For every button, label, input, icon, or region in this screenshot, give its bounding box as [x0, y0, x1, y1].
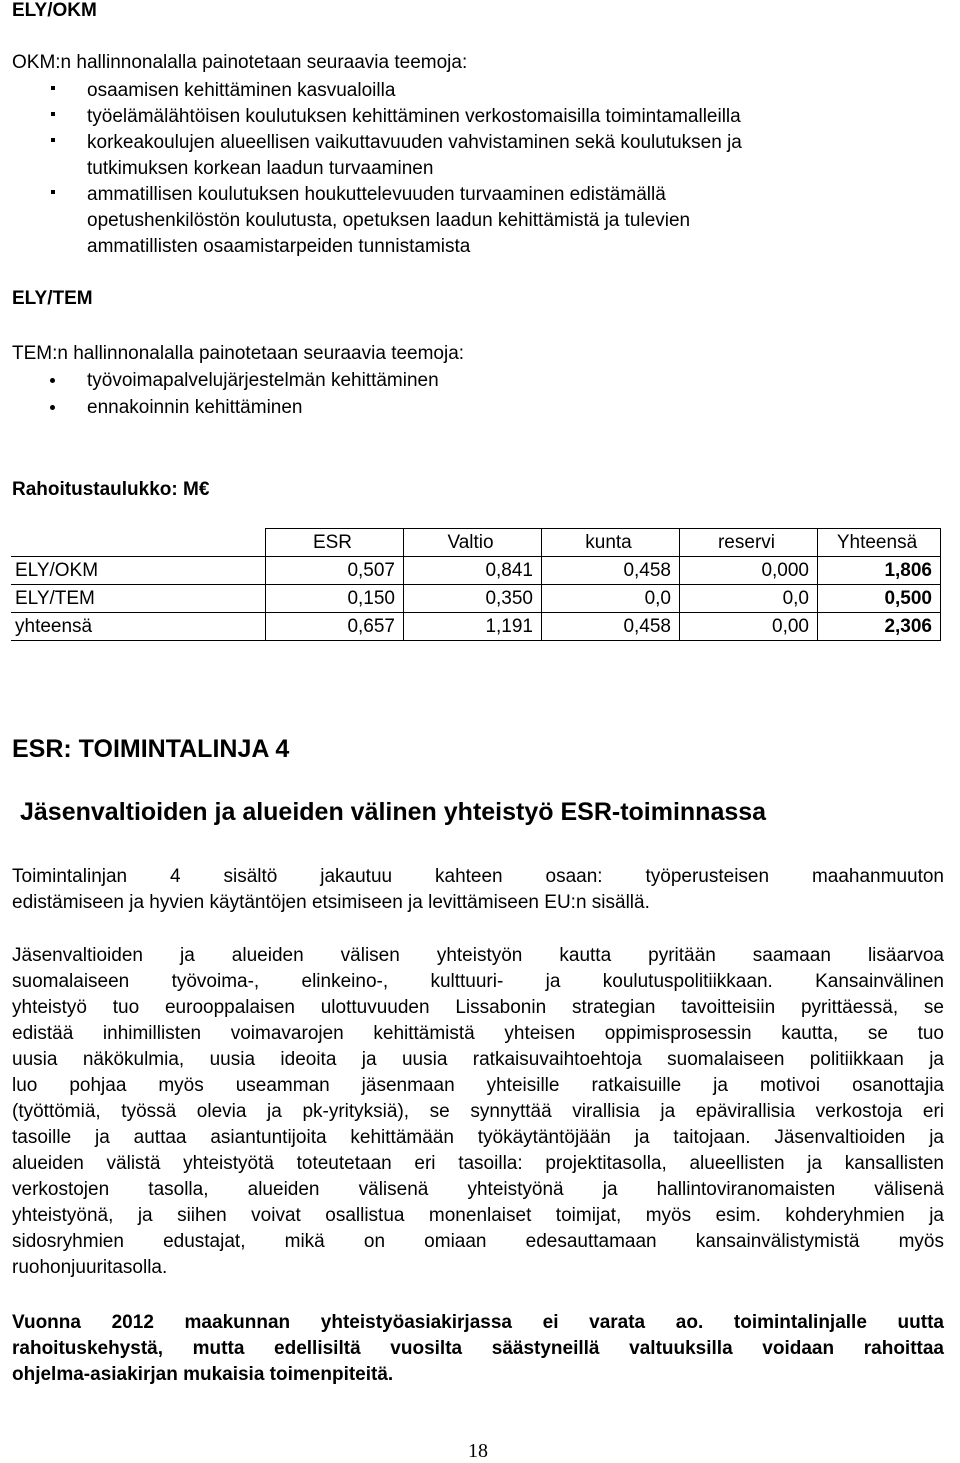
row-label: ELY/OKM: [11, 557, 266, 585]
okm-item: työelämälähtöisen koulutuksen kehittäminen verkostomaisilla toimintamalleilla: [87, 106, 741, 127]
table-cell: 0,350: [404, 585, 542, 613]
table-cell: 0,458: [542, 557, 680, 585]
bullet-icon: [51, 112, 55, 116]
column-header: kunta: [542, 529, 680, 557]
row-label: yhteensä: [11, 613, 266, 641]
okm-heading: ELY/OKM: [12, 0, 97, 21]
esr-paragraph-3: [12, 1310, 944, 1388]
table-cell: 0,0: [542, 585, 680, 613]
table-cell: 0,000: [680, 557, 818, 585]
table-header-row: [11, 529, 941, 557]
paragraph-line: sidosryhmien edustajat, mikä on omiaan edesauttamaan kansainvälistymistä myös: [12, 1231, 944, 1252]
tem-heading: ELY/TEM: [12, 288, 93, 309]
okm-item: osaamisen kehittäminen kasvualoilla: [87, 80, 396, 101]
esr-subheading: Jäsenvaltioiden ja alueiden välinen yhteistyö ESR-toiminnassa: [20, 798, 767, 826]
okm-item: opetushenkilöstön koulutusta, opetuksen laadun kehittämistä ja tulevien: [87, 210, 691, 231]
table-cell: 0,150: [266, 585, 404, 613]
okm-item: ammatillisen koulutuksen houkuttelevuuden turvaaminen edistämällä: [87, 184, 666, 205]
table-row: [11, 585, 941, 613]
paragraph-line: ohjelma-asiakirjan mukaisia toimenpiteitä.: [12, 1364, 394, 1385]
table-cell: 1,191: [404, 613, 542, 641]
paragraph-line: luo pohjaa myös useamman jäsenmaan yhteisille ratkaisuille ja motivoi osanottajia: [12, 1075, 944, 1096]
paragraph-line: Vuonna 2012 maakunnan yhteistyöasiakirjassa ei varata ao. toimintalinjalle uutta: [12, 1312, 944, 1333]
paragraph-line: alueiden välistä yhteistyötä toteutetaan eri tasoilla: projektitasolla, alueellisten ja kansallisten: [12, 1153, 944, 1174]
table-cell: 0,00: [680, 613, 818, 641]
bullet-icon: [51, 86, 55, 90]
table-cell: 0,458: [542, 613, 680, 641]
bullet-icon: [50, 405, 55, 410]
table-cell: 0,507: [266, 557, 404, 585]
table-total-cell: 0,500: [818, 585, 941, 613]
bullet-icon: [50, 378, 55, 383]
tem-item: työvoimapalvelujärjestelmän kehittäminen: [87, 370, 439, 391]
paragraph-line: verkostojen tasolla, alueiden välisenä yhteistyönä ja hallintoviranomaisten välisenä: [12, 1179, 944, 1200]
paragraph-line: Toimintalinjan 4 sisältö jakautuu kahteen osaan: työperusteisen maahanmuuton: [12, 866, 944, 887]
table-total-cell: 2,306: [818, 613, 941, 641]
okm-item: korkeakoulujen alueellisen vaikuttavuuden vahvistaminen sekä koulutuksen ja: [87, 132, 742, 153]
page-number: 18: [468, 1440, 488, 1462]
tem-item: ennakoinnin kehittäminen: [87, 397, 303, 418]
paragraph-line: ruohonjuuritasolla.: [12, 1257, 168, 1278]
esr-paragraph-2: [12, 943, 944, 1281]
okm-intro: OKM:n hallinnonalalla painotetaan seuraavia teemoja:: [12, 52, 468, 73]
column-header: ESR: [266, 529, 404, 557]
table-cell: 0,657: [266, 613, 404, 641]
table-total-cell: 1,806: [818, 557, 941, 585]
okm-item: tutkimuksen korkean laadun turvaaminen: [87, 158, 434, 179]
paragraph-line: suomalaiseen työvoima-, elinkeino-, kulttuuri- ja koulutuspolitiikkaan. Kansainvälinen: [12, 971, 944, 992]
tem-intro: TEM:n hallinnonalalla painotetaan seuraavia teemoja:: [12, 343, 465, 364]
paragraph-line: edistämiseen ja hyvien käytäntöjen etsimiseen ja levittämiseen EU:n sisällä.: [12, 892, 650, 913]
column-header: Valtio: [404, 529, 542, 557]
header-empty-cell: [11, 529, 266, 557]
okm-item: ammatillisten osaamistarpeiden tunnistamista: [87, 236, 471, 257]
bullet-icon: [51, 190, 55, 194]
paragraph-line: tasoille ja auttaa asiantuntijoita kehittämään työkäytäntöjään ja taitojaan. Jäsenvaltioiden ja: [12, 1127, 944, 1148]
table-cell: 0,0: [680, 585, 818, 613]
funding-table: [11, 528, 941, 641]
table-cell: 0,841: [404, 557, 542, 585]
paragraph-line: Jäsenvaltioiden ja alueiden välisen yhteistyön kautta pyritään saamaan lisäarvoa: [12, 945, 944, 966]
column-header: Yhteensä: [818, 529, 941, 557]
row-label: ELY/TEM: [11, 585, 266, 613]
table-row: [11, 557, 941, 585]
paragraph-line: uusia näkökulmia, uusia ideoita ja uusia ratkaisuvaihtoehtoja suomalaiseen politiikkaan ja: [12, 1049, 944, 1070]
table-row: [11, 613, 941, 641]
paragraph-line: rahoituskehystä, mutta edellisiltä vuosilta säästyneillä valtuuksilla voidaan rahoittaa: [12, 1338, 944, 1359]
column-header: reservi: [680, 529, 818, 557]
paragraph-line: (työttömiä, työssä olevia ja pk-yrityksiä), se synnyttää virallisia ja epävirallisia verkostoja eri: [12, 1101, 944, 1122]
paragraph-line: edistää inhimillisten voimavarojen kehittämistä yhteisen oppimisprosessin kautta, se tuo: [12, 1023, 944, 1044]
funding-title: Rahoitustaulukko: M€: [12, 479, 210, 500]
esr-paragraph-1: [12, 864, 944, 916]
paragraph-line: yhteistyö tuo eurooppalaisen ulottuvuuden Lissabonin strategian tavoitteisiin pyrittäessä, se: [12, 997, 944, 1018]
esr-heading: ESR: TOIMINTALINJA 4: [12, 735, 290, 763]
paragraph-line: yhteistyönä, ja siihen voivat osallistua monenlaiset toimijat, myös esim. kohderyhmien ja: [12, 1205, 944, 1226]
bullet-icon: [51, 138, 55, 142]
